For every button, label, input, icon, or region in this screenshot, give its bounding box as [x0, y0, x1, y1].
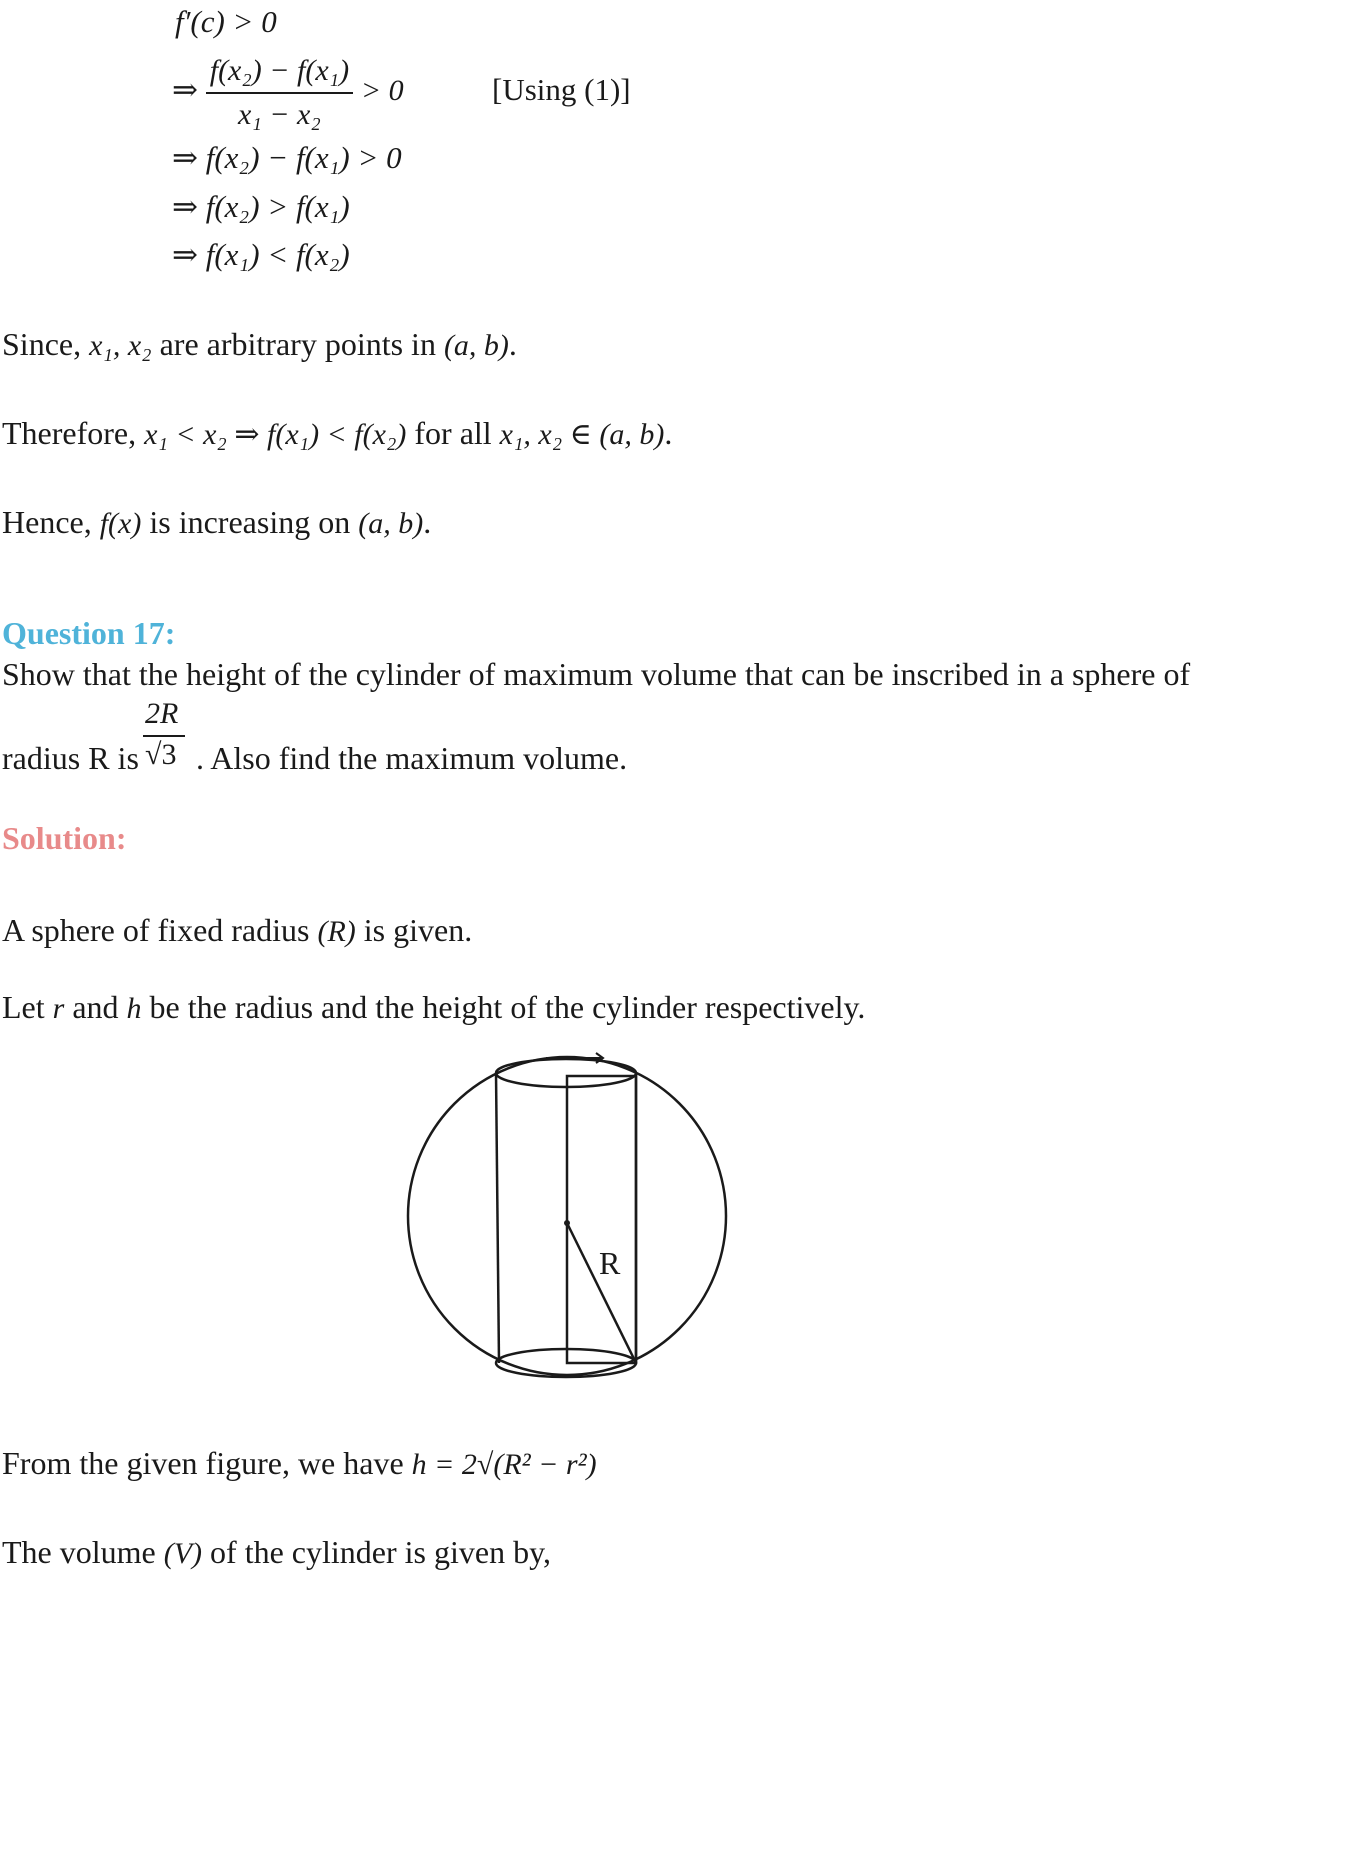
therefore-cond: x₁, x₂ ∈ (a, b) — [499, 418, 665, 451]
volume-tail: of the cylinder is given by, — [210, 1534, 551, 1570]
hence-lead: Hence, — [2, 504, 92, 540]
implies-arrow: ⇒ — [172, 72, 198, 108]
derivation-line-1: f′(c) > 0 — [175, 4, 277, 39]
height-var-h: h — [126, 992, 142, 1025]
hence-end: . — [423, 504, 432, 540]
hence-fx: f(x) — [99, 507, 142, 540]
since-lead: Since, — [2, 326, 82, 362]
height-fraction-denominator: √3 — [145, 738, 177, 771]
figure-label-r: R — [599, 1245, 621, 1281]
radius-var-r: r — [52, 992, 65, 1025]
solution-title: Solution: — [2, 820, 127, 856]
question-text-line-2-lead: radius R is — [2, 740, 139, 776]
quotient-inequality: > 0 — [360, 74, 404, 108]
since-end: . — [508, 326, 517, 362]
sphere-lead: A sphere of fixed radius — [2, 912, 310, 948]
let-lead: Let — [2, 989, 45, 1025]
and-word: and — [72, 989, 119, 1025]
therefore-end: . — [664, 415, 673, 451]
since-paragraph — [2, 326, 517, 363]
radius-segment — [567, 1223, 636, 1363]
derivation-line-2 — [172, 54, 404, 132]
height-fraction-bar — [143, 735, 185, 737]
cylinder-in-sphere-figure — [396, 1046, 738, 1392]
therefore-lead: Therefore, — [2, 415, 137, 451]
question-text-line-1: Show that the height of the cylinder of maximum volume that can be inscribed in a sphere of — [2, 656, 1191, 692]
derivation-line-3: ⇒ f(x₂) − f(x₁) > 0 — [172, 140, 402, 175]
hence-paragraph — [2, 504, 431, 541]
hence-mid: is increasing on — [149, 504, 351, 540]
since-mid: are arbitrary points in — [159, 326, 436, 362]
derivation-line-5: ⇒ f(x₁) < f(x₂) — [172, 237, 350, 272]
volume-lead: The volume — [2, 1534, 156, 1570]
hence-interval: (a, b) — [358, 507, 424, 540]
sphere-center-point — [564, 1220, 570, 1226]
therefore-mid: for all — [414, 415, 492, 451]
using-note: [Using (1)] — [492, 72, 631, 107]
therefore-paragraph — [2, 415, 672, 452]
solution-paragraph-1 — [2, 912, 472, 949]
question-text-line-2-tail: . Also find the maximum volume. — [196, 740, 628, 776]
solution-paragraph-2 — [2, 989, 865, 1026]
difference-quotient — [206, 54, 353, 132]
sphere-radius-var: (R) — [317, 915, 356, 948]
since-vars: x₁, x₂ — [89, 329, 152, 362]
solution-paragraph-3 — [2, 1445, 597, 1482]
quotient-numerator: f(x₂) − f(x₁) — [206, 54, 353, 94]
question-title: Question 17: — [2, 615, 176, 651]
volume-var: (V) — [163, 1537, 203, 1570]
therefore-expr: x₁ < x₂ ⇒ f(x₁) < f(x₂) — [144, 418, 407, 451]
solution-paragraph-4 — [2, 1534, 551, 1571]
figure-lead: From the given figure, we have — [2, 1445, 404, 1481]
derivation-line-4: ⇒ f(x₂) > f(x₁) — [172, 189, 350, 224]
cylinder-left-side — [496, 1073, 499, 1363]
quotient-denominator: x₁ − x₂ — [238, 98, 321, 131]
since-interval: (a, b) — [443, 329, 509, 362]
height-fraction-numerator: 2R — [145, 697, 179, 730]
height-equation: h = 2√(R² − r²) — [411, 1448, 597, 1481]
sphere-tail: is given. — [363, 912, 473, 948]
let-tail: be the radius and the height of the cylinder respectively. — [149, 989, 866, 1025]
axial-section-rectangle — [567, 1076, 636, 1363]
